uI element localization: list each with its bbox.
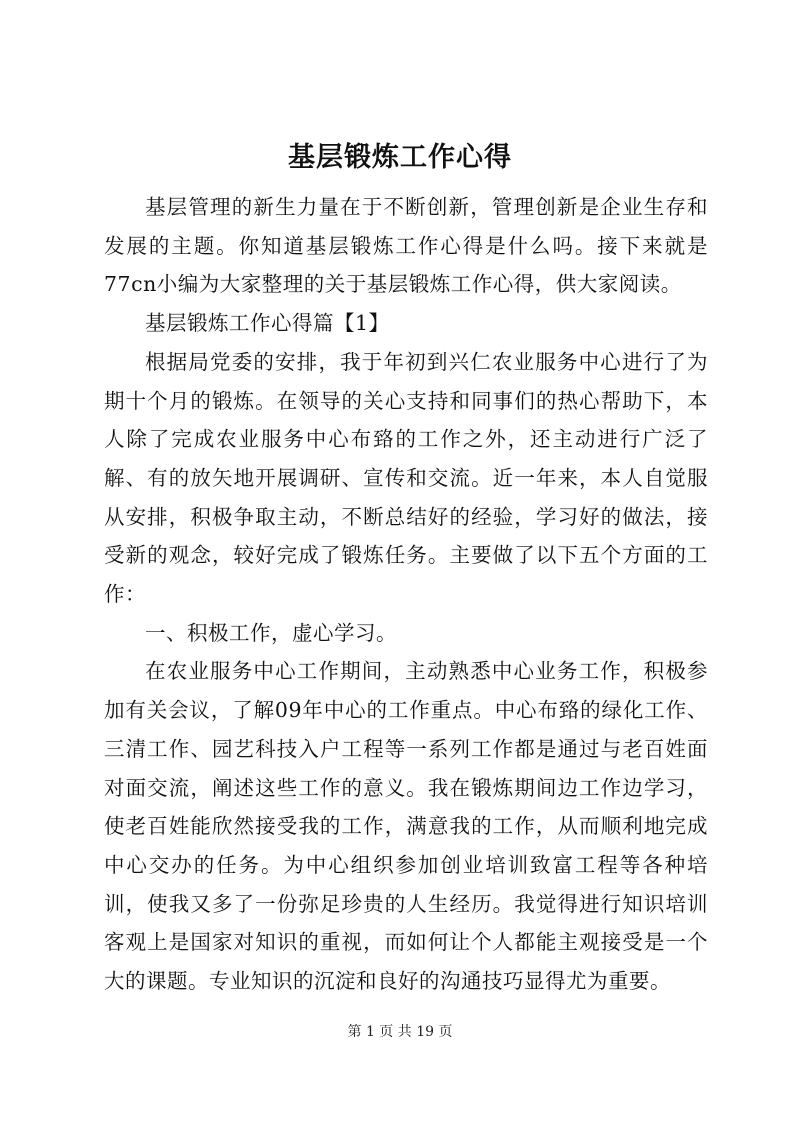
page-footer: 第 1 页 共 19 页 xyxy=(347,1024,453,1040)
document-body xyxy=(104,188,708,1001)
document-title: 基层锻炼工作心得 xyxy=(288,142,512,173)
section-heading: 基层锻炼工作心得篇【1】 xyxy=(145,311,390,336)
body-paragraph: 在农业服务中心工作期间，主动熟悉中心业务工作，积极参加有关会议，了解09年中心的工作重点。中心布臵的绿化工作、三清工作、园艺科技入户工程等一系列工作都是通过与老百姓面对面交流，阐述这些工作的意义。我在锻炼期间边工作边学习，使老百姓能欣然接受我的工作，满意我的工作，从而顺利地完成中心交办的任务。为中心组织参加创业培训致富工程等各种培训，使我又多了一份弥足珍贵的人生经历。我觉得进行知识培训客观上是国家对知识的重视，而如何让个人都能主观接受是一个大的课题。专业知识的沉淀和良好的沟通技巧显得尤为重要。 xyxy=(104,659,708,994)
intro-paragraph: 基层管理的新生力量在于不断创新，管理创新是企业生存和发展的主题。你知道基层锻炼工作心得是什么吗。接下来就是77cn小编为大家整理的关于基层锻炼工作心得，供大家阅读。 xyxy=(104,195,708,297)
subsection-heading: 一、积极工作，虚心学习。 xyxy=(145,620,397,645)
body-paragraph: 根据局党委的安排，我于年初到兴仁农业服务中心进行了为期十个月的锻炼。在领导的关心支持和同事们的热心帮助下，本人除了完成农业服务中心布臵的工作之外，还主动进行广泛了解、有的放矢地开展调研、宣传和交流。近一年来，本人自觉服从安排，积极争取主动，不断总结好的经验，学习好的做法，接受新的观念，较好完成了锻炼任务。主要做了以下五个方面的工作： xyxy=(104,349,708,607)
